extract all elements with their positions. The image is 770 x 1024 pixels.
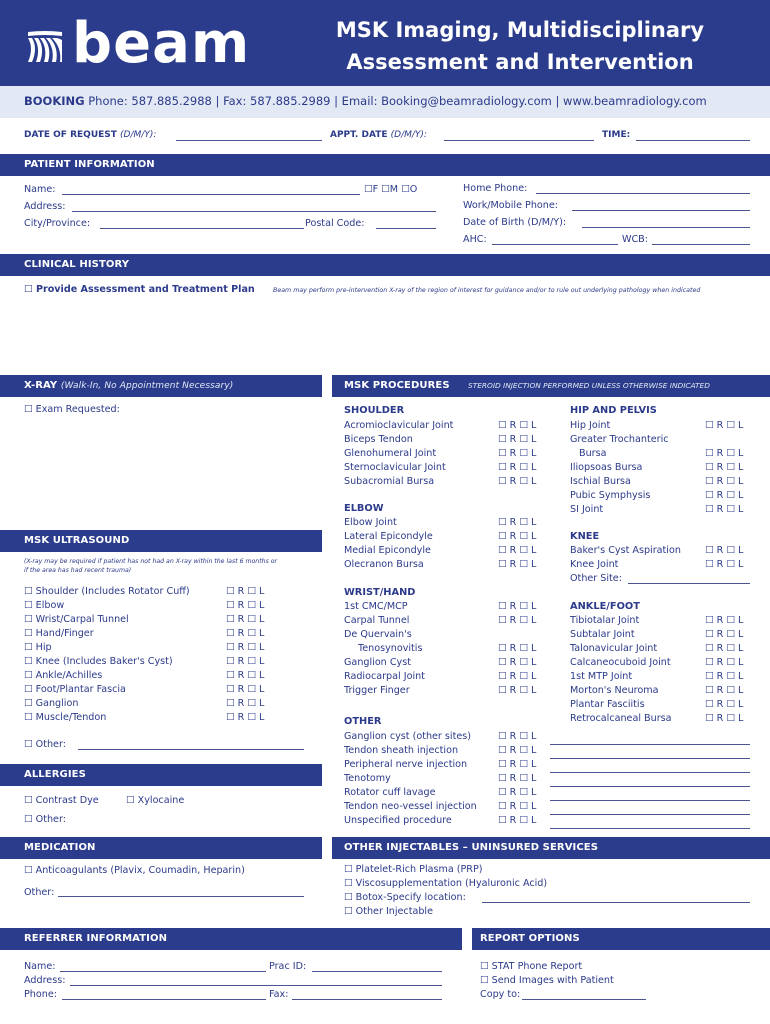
msk-procedures-note: STEROID INJECTION PERFORMED UNLESS OTHERWISE INDICATED: [468, 381, 710, 390]
procedure-label: Ganglion Cyst: [344, 657, 411, 668]
procedure-label: Talonavicular Joint: [570, 643, 658, 654]
dob-label: Date of Birth (D/M/Y):: [463, 217, 567, 228]
procedure-label: De Quervain's: [344, 629, 412, 640]
shoulder-title: SHOULDER: [344, 405, 405, 416]
medication-header: MEDICATION: [24, 842, 96, 853]
procedure-label: SI Joint: [570, 504, 604, 515]
side-checkbox[interactable]: ☐ R ☐ L: [498, 685, 537, 696]
procedure-label: Tibiotalar Joint: [570, 615, 640, 626]
other-site-field[interactable]: [550, 745, 750, 759]
side-checkbox[interactable]: ☐ R ☐ L: [226, 670, 265, 681]
elbow-side-list: [498, 517, 536, 573]
wcb-field[interactable]: [652, 244, 750, 245]
procedure-label: Calcaneocuboid Joint: [570, 657, 671, 668]
medication-other-label: Other:: [24, 887, 55, 898]
side-checkbox[interactable]: ☐ R ☐ L: [498, 773, 537, 784]
procedure-label: Elbow Joint: [344, 517, 397, 528]
patient-address-field[interactable]: [72, 211, 436, 212]
side-checkbox[interactable]: ☐ R ☐ L: [226, 684, 265, 695]
other-site-field[interactable]: [550, 759, 750, 773]
clinical-note: Beam may perform pre-intervention X-ray of the region of interest for guidance and/or to rule out underlying pathology when indicated: [273, 287, 701, 294]
hip-title: HIP AND PELVIS: [570, 405, 657, 416]
hip-list: [570, 420, 669, 518]
referrer-address-label: Address:: [24, 975, 66, 986]
patient-city-field[interactable]: [100, 228, 304, 229]
wrist-list: [344, 601, 425, 699]
page-title-line1: MSK Imaging, Multidisciplinary: [335, 18, 705, 42]
procedure-label: Medial Epicondyle: [344, 545, 431, 556]
other-site-field[interactable]: [550, 773, 750, 787]
knee-other-site-field[interactable]: [628, 583, 750, 584]
side-checkbox[interactable]: ☐ R ☐ L: [226, 586, 265, 597]
other-site-field[interactable]: [550, 801, 750, 815]
appt-date-field[interactable]: [444, 140, 594, 141]
procedure-label: Rotator cuff lavage: [344, 787, 436, 798]
exam-requested-checkbox[interactable]: ☐ Exam Requested:: [24, 404, 120, 415]
ankle-side-list: [705, 615, 743, 727]
hip-side-list: [705, 420, 743, 518]
procedure-label: Biceps Tendon: [344, 434, 413, 445]
procedure-label: Baker's Cyst Aspiration: [570, 545, 681, 556]
website-link[interactable]: www.beamradiology.com: [563, 94, 707, 108]
elbow-list: [344, 517, 433, 573]
procedure-label: Acromioclavicular Joint: [344, 420, 454, 431]
procedure-label: Pubic Symphysis: [570, 490, 651, 501]
procedure-label: Iliopsoas Bursa: [570, 462, 643, 473]
home-phone-label: Home Phone:: [463, 183, 528, 194]
patient-city-label: City/Province:: [24, 218, 91, 229]
procedure-label: Tenosynovitis: [358, 643, 423, 654]
procedure-label: Other Site:: [570, 573, 622, 584]
side-checkbox[interactable]: ☐ R ☐ L: [705, 545, 744, 556]
botox-location-field[interactable]: [482, 902, 750, 903]
wrist-title: WRIST/HAND: [344, 587, 416, 598]
ultrasound-note-2: if the area has had recent trauma): [24, 567, 132, 574]
ultrasound-item[interactable]: ☐ Hand/Finger: [24, 628, 94, 639]
side-checkbox[interactable]: ☐ R ☐ L: [705, 462, 744, 473]
other-lines: [550, 731, 750, 829]
ultrasound-header: MSK ULTRASOUND: [24, 535, 130, 546]
referrer-address-field[interactable]: [70, 985, 442, 986]
appt-date-label: APPT. DATE (D/M/Y):: [330, 130, 427, 140]
msk-procedures-header: MSK PROCEDURES: [344, 380, 450, 391]
contrast-dye-checkbox[interactable]: ☐ Contrast Dye: [24, 795, 99, 806]
side-checkbox[interactable]: ☐ R ☐ L: [705, 559, 744, 570]
xylocaine-checkbox[interactable]: ☐ Xylocaine: [126, 795, 185, 806]
injectable-checkbox[interactable]: ☐ Other Injectable: [344, 906, 433, 917]
side-checkbox[interactable]: ☐ R ☐ L: [705, 643, 744, 654]
referrer-name-label: Name:: [24, 961, 56, 972]
page-header: [0, 0, 770, 86]
procedure-label: Greater Trochanteric: [570, 434, 669, 445]
knee-title: KNEE: [570, 531, 600, 542]
other-list: [344, 731, 477, 829]
elbow-title: ELBOW: [344, 503, 384, 514]
procedure-label: Tendon neo-vessel injection: [344, 801, 477, 812]
side-checkbox[interactable]: ☐ R ☐ L: [226, 698, 265, 709]
separator: |: [334, 94, 339, 108]
other-title: OTHER: [344, 716, 382, 727]
procedure-label: Subtalar Joint: [570, 629, 635, 640]
separator: |: [215, 94, 220, 108]
prac-id-label: Prac ID:: [269, 961, 307, 972]
copy-to-field[interactable]: [522, 999, 646, 1000]
procedure-label: Lateral Epicondyle: [344, 531, 433, 542]
separator: |: [555, 94, 560, 108]
side-checkbox[interactable]: ☐ R ☐ L: [498, 615, 537, 626]
side-checkbox[interactable]: ☐ R ☐ L: [705, 448, 744, 459]
side-checkbox[interactable]: ☐ R ☐ L: [705, 420, 744, 431]
patient-address-label: Address:: [24, 201, 66, 212]
dob-field[interactable]: [582, 227, 750, 228]
procedure-label: Olecranon Bursa: [344, 559, 424, 570]
date-of-request-field[interactable]: [176, 140, 322, 141]
procedure-label: Morton's Neuroma: [570, 685, 659, 696]
postal-code-field[interactable]: [376, 228, 436, 229]
side-checkbox[interactable]: ☐ R ☐ L: [498, 531, 537, 542]
procedure-label: Tendon sheath injection: [344, 745, 459, 756]
ultrasound-item[interactable]: ☐ Foot/Plantar Fascia: [24, 684, 126, 695]
procedure-label: Glenohumeral Joint: [344, 448, 437, 459]
side-checkbox[interactable]: ☐ R ☐ L: [226, 614, 265, 625]
procedure-label: Radiocarpal Joint: [344, 671, 425, 682]
procedure-label: Retrocalcaneal Bursa: [570, 713, 672, 724]
side-checkbox[interactable]: ☐ R ☐ L: [498, 643, 537, 654]
side-checkbox[interactable]: ☐ R ☐ L: [498, 657, 537, 668]
patient-info-header: PATIENT INFORMATION: [24, 159, 155, 170]
clinical-history-header: CLINICAL HISTORY: [24, 259, 130, 270]
date-of-request-label: DATE OF REQUEST (D/M/Y):: [24, 130, 157, 140]
booking-fax: Fax: 587.885.2989: [223, 94, 331, 108]
procedure-label: Plantar Fasciitis: [570, 699, 645, 710]
injectable-checkbox[interactable]: ☐ Botox-Specify location:: [344, 892, 466, 903]
side-checkbox[interactable]: ☐ R ☐ L: [498, 517, 537, 528]
injectables-header: OTHER INJECTABLES – UNINSURED SERVICES: [344, 842, 599, 853]
send-images-checkbox[interactable]: ☐ Send Images with Patient: [480, 975, 614, 986]
ankle-list: [570, 615, 672, 727]
procedure-label: Peripheral nerve injection: [344, 759, 468, 770]
injectable-checkbox[interactable]: ☐ Viscosupplementation (Hyaluronic Acid): [344, 878, 548, 889]
ahc-field[interactable]: [492, 244, 618, 245]
sex-options[interactable]: ☐F ☐M ☐O: [364, 184, 418, 195]
shoulder-list: [344, 420, 453, 490]
time-label: TIME:: [602, 130, 631, 140]
xray-header: X-RAY (Walk-In, No Appointment Necessary): [24, 380, 234, 391]
procedure-label: 1st CMC/MCP: [344, 601, 408, 612]
side-checkbox[interactable]: ☐ R ☐ L: [705, 685, 744, 696]
time-field[interactable]: [636, 140, 750, 141]
side-checkbox[interactable]: ☐ R ☐ L: [705, 476, 744, 487]
report-options-header: REPORT OPTIONS: [480, 933, 580, 944]
work-phone-label: Work/Mobile Phone:: [463, 200, 558, 211]
side-checkbox[interactable]: ☐ R ☐ L: [498, 476, 537, 487]
referrer-header: REFERRER INFORMATION: [24, 933, 168, 944]
side-checkbox[interactable]: ☐ R ☐ L: [705, 615, 744, 626]
side-checkbox[interactable]: ☐ R ☐ L: [498, 787, 537, 798]
side-checkbox[interactable]: ☐ R ☐ L: [226, 600, 265, 611]
ultrasound-item[interactable]: ☐ Hip: [24, 642, 52, 653]
other-site-field[interactable]: [550, 787, 750, 801]
side-checkbox[interactable]: ☐ R ☐ L: [498, 815, 537, 826]
patient-name-label: Name:: [24, 184, 56, 195]
side-checkbox[interactable]: ☐ R ☐ L: [226, 628, 265, 639]
side-checkbox[interactable]: ☐ R ☐ L: [498, 601, 537, 612]
procedure-label: Trigger Finger: [344, 685, 410, 696]
ultrasound-other-field[interactable]: [78, 749, 304, 750]
ultrasound-item[interactable]: ☐ Wrist/Carpal Tunnel: [24, 614, 129, 625]
procedure-label: Unspecified procedure: [344, 815, 452, 826]
procedure-label: Ischial Bursa: [570, 476, 631, 487]
knee-list: [570, 545, 681, 587]
side-checkbox[interactable]: ☐ R ☐ L: [226, 642, 265, 653]
procedure-label: Knee Joint: [570, 559, 619, 570]
referrer-fax-field[interactable]: [292, 999, 442, 1000]
procedure-label: Bursa: [579, 448, 607, 459]
other-site-field[interactable]: [550, 815, 750, 829]
side-checkbox[interactable]: ☐ R ☐ L: [498, 545, 537, 556]
assessment-checkbox[interactable]: ☐ Provide Assessment and Treatment Plan: [24, 284, 255, 295]
ultrasound-item[interactable]: ☐ Muscle/Tendon: [24, 712, 107, 723]
ultrasound-item[interactable]: ☐ Ganglion: [24, 698, 79, 709]
ultrasound-item[interactable]: ☐ Elbow: [24, 600, 65, 611]
referrer-phone-field[interactable]: [62, 999, 266, 1000]
page-title-line2: Assessment and Intervention: [346, 50, 694, 74]
side-checkbox[interactable]: ☐ R ☐ L: [705, 657, 744, 668]
side-checkbox[interactable]: ☐ R ☐ L: [226, 712, 265, 723]
ultrasound-item[interactable]: ☐ Shoulder (Includes Rotator Cuff): [24, 586, 190, 597]
ultrasound-note-1: (X-ray may be required if patient has not had an X-ray within the last 6 months or: [24, 558, 278, 565]
ultrasound-other-checkbox[interactable]: ☐ Other:: [24, 739, 66, 750]
procedure-label: Hip Joint: [570, 420, 611, 431]
booking-label: BOOKING: [24, 94, 85, 108]
procedure-label: Sternoclavicular Joint: [344, 462, 446, 473]
other-side-list: [498, 731, 536, 829]
side-checkbox[interactable]: ☐ R ☐ L: [498, 745, 537, 756]
wcb-label: WCB:: [622, 234, 648, 245]
allergies-header: ALLERGIES: [24, 769, 86, 780]
postal-code-label: Postal Code:: [305, 218, 365, 229]
side-checkbox[interactable]: ☐ R ☐ L: [226, 656, 265, 667]
side-checkbox[interactable]: ☐ R ☐ L: [498, 731, 537, 742]
side-checkbox[interactable]: ☐ R ☐ L: [498, 559, 537, 570]
procedure-label: Ganglion cyst (other sites): [344, 731, 471, 742]
side-checkbox[interactable]: ☐ R ☐ L: [498, 759, 537, 770]
patient-name-field[interactable]: [62, 194, 360, 195]
side-checkbox[interactable]: ☐ R ☐ L: [498, 801, 537, 812]
side-checkbox[interactable]: ☐ R ☐ L: [705, 699, 744, 710]
medication-other-field[interactable]: [58, 896, 304, 897]
logo-text: beam: [72, 11, 251, 76]
home-phone-field[interactable]: [536, 193, 750, 194]
ankle-title: ANKLE/FOOT: [570, 601, 640, 612]
copy-to-label: Copy to:: [480, 989, 521, 1000]
wrist-side-list: [498, 601, 536, 699]
booking-email[interactable]: Email: Booking@beamradiology.com: [341, 94, 552, 108]
side-checkbox[interactable]: ☐ R ☐ L: [498, 448, 537, 459]
side-checkbox[interactable]: ☐ R ☐ L: [498, 671, 537, 682]
procedure-label: Subacromial Bursa: [344, 476, 435, 487]
procedure-label: Carpal Tunnel: [344, 615, 410, 626]
referrer-phone-label: Phone:: [24, 989, 57, 1000]
contact-line: [24, 94, 707, 108]
ultrasound-item[interactable]: ☐ Ankle/Achilles: [24, 670, 103, 681]
prac-id-field[interactable]: [312, 971, 442, 972]
referrer-fax-label: Fax:: [269, 989, 289, 1000]
allergy-other-checkbox[interactable]: ☐ Other:: [24, 814, 66, 825]
side-checkbox[interactable]: ☐ R ☐ L: [705, 504, 744, 515]
ultrasound-side-list: [226, 586, 276, 726]
referrer-name-field[interactable]: [60, 971, 266, 972]
side-checkbox[interactable]: ☐ R ☐ L: [705, 671, 744, 682]
side-checkbox[interactable]: ☐ R ☐ L: [498, 420, 537, 431]
injectable-checkbox[interactable]: ☐ Platelet-Rich Plasma (PRP): [344, 864, 483, 875]
booking-phone: Phone: 587.885.2988: [88, 94, 212, 108]
procedure-label: Tenotomy: [344, 773, 391, 784]
ahc-label: AHC:: [463, 234, 487, 245]
beam-logo-icon: [24, 26, 66, 68]
knee-side-list: [705, 545, 743, 573]
anticoagulants-checkbox[interactable]: ☐ Anticoagulants (Plavix, Coumadin, Heparin): [24, 865, 245, 876]
side-checkbox[interactable]: ☐ R ☐ L: [705, 713, 744, 724]
side-checkbox[interactable]: ☐ R ☐ L: [498, 434, 537, 445]
stat-report-checkbox[interactable]: ☐ STAT Phone Report: [480, 961, 583, 972]
other-site-field[interactable]: [550, 731, 750, 745]
procedure-label: 1st MTP Joint: [570, 671, 633, 682]
shoulder-side-list: [498, 420, 536, 490]
ultrasound-item[interactable]: ☐ Knee (Includes Baker's Cyst): [24, 656, 173, 667]
side-checkbox[interactable]: ☐ R ☐ L: [705, 490, 744, 501]
side-checkbox[interactable]: ☐ R ☐ L: [498, 462, 537, 473]
side-checkbox[interactable]: ☐ R ☐ L: [705, 629, 744, 640]
injectables-list: [344, 864, 547, 920]
work-phone-field[interactable]: [572, 210, 750, 211]
